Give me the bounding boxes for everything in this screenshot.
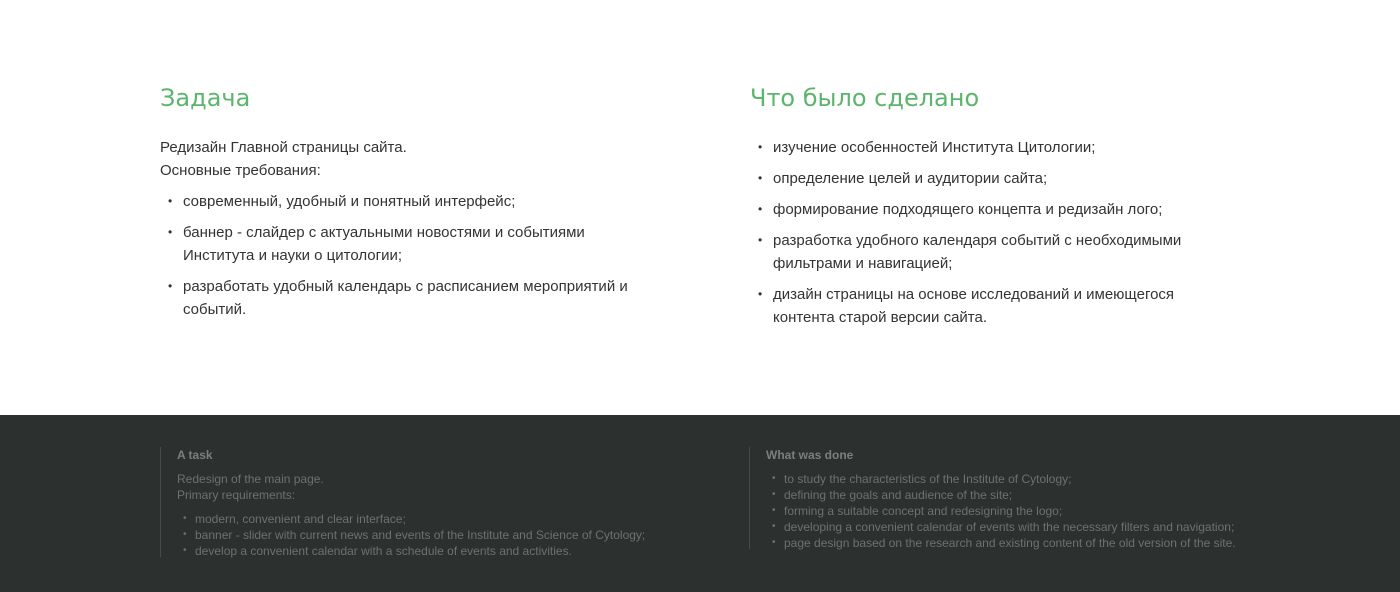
list-item-text: дизайн страницы на основе исследований и имеющегося контента старой версии сайта. bbox=[773, 286, 1175, 326]
task-requirements-list bbox=[160, 190, 660, 321]
list-item bbox=[750, 229, 1218, 275]
bullet-icon: • bbox=[772, 473, 776, 484]
english-done-list bbox=[766, 471, 1326, 551]
list-item-text: разработать удобный календарь с расписанием мероприятий и событий. bbox=[183, 278, 628, 318]
list-item bbox=[750, 136, 1250, 159]
list-item-text: разработка удобного календаря событий с необходимыми фильтрами и навигацией; bbox=[773, 232, 1182, 272]
bullet-icon: • bbox=[168, 225, 173, 239]
task-heading: Задача bbox=[160, 84, 251, 112]
list-item bbox=[766, 487, 1326, 503]
list-item-text: определение целей и аудитории сайта; bbox=[773, 170, 1048, 187]
english-done-title: What was done bbox=[766, 448, 854, 462]
task-intro-line2: Основные требования: bbox=[160, 162, 321, 179]
bullet-icon: • bbox=[772, 537, 776, 548]
list-item bbox=[766, 471, 1326, 487]
bullet-icon: • bbox=[183, 529, 187, 540]
list-item-text: developing a convenient calendar of events with the necessary filters and navigation; bbox=[784, 520, 1235, 534]
bullet-icon: • bbox=[758, 287, 763, 301]
list-item bbox=[766, 535, 1326, 551]
english-task-intro-line1: Redesign of the main page. bbox=[177, 472, 324, 486]
list-item bbox=[766, 503, 1326, 519]
english-task-intro bbox=[177, 471, 737, 503]
task-column bbox=[160, 82, 660, 329]
bullet-icon: • bbox=[183, 545, 187, 556]
task-intro bbox=[160, 136, 660, 182]
list-item-text: to study the characteristics of the Institute of Cytology; bbox=[784, 472, 1072, 486]
list-item-text: develop a convenient calendar with a schedule of events and activities. bbox=[195, 544, 572, 558]
task-intro-line1: Редизайн Главной страницы сайта. bbox=[160, 139, 407, 156]
done-heading: Что было сделано bbox=[750, 84, 980, 112]
bullet-icon: • bbox=[772, 505, 776, 516]
list-item bbox=[160, 275, 653, 321]
bullet-icon: • bbox=[168, 279, 173, 293]
english-task-column bbox=[160, 447, 737, 557]
english-done-column bbox=[749, 447, 1326, 549]
bullet-icon: • bbox=[758, 233, 763, 247]
bullet-icon: • bbox=[168, 194, 173, 208]
english-section bbox=[0, 415, 1400, 592]
list-item bbox=[177, 511, 737, 527]
list-item bbox=[177, 527, 737, 543]
bullet-icon: • bbox=[758, 202, 763, 216]
english-task-title: A task bbox=[177, 448, 213, 462]
list-item-text: изучение особенностей Института Цитологии; bbox=[773, 139, 1096, 156]
list-item-text: page design based on the research and existing content of the old version of the site. bbox=[784, 536, 1236, 550]
list-item bbox=[750, 167, 1250, 190]
list-item-text: современный, удобный и понятный интерфейс; bbox=[183, 193, 516, 210]
list-item bbox=[750, 283, 1218, 329]
list-item bbox=[160, 190, 660, 213]
list-item-text: modern, convenient and clear interface; bbox=[195, 512, 406, 526]
list-item-text: forming a suitable concept and redesigning the logo; bbox=[784, 504, 1063, 518]
bullet-icon: • bbox=[772, 521, 776, 532]
english-task-intro-line2: Primary requirements: bbox=[177, 488, 296, 502]
list-item bbox=[750, 198, 1250, 221]
list-item bbox=[766, 519, 1326, 535]
list-item bbox=[160, 221, 628, 267]
bullet-icon: • bbox=[772, 489, 776, 500]
bullet-icon: • bbox=[758, 171, 763, 185]
bullet-icon: • bbox=[183, 513, 187, 524]
done-column bbox=[750, 82, 1250, 337]
list-item-text: баннер - слайдер с актуальными новостями и событиями Института и науки о цитологии; bbox=[183, 224, 585, 264]
list-item-text: banner - slider with current news and events of the Institute and Science of Cytology; bbox=[195, 528, 646, 542]
list-item-text: defining the goals and audience of the site; bbox=[784, 488, 1013, 502]
english-task-list bbox=[177, 511, 737, 559]
list-item-text: формирование подходящего концепта и редизайн лого; bbox=[773, 201, 1163, 218]
done-list bbox=[750, 136, 1250, 329]
list-item bbox=[177, 543, 737, 559]
bullet-icon: • bbox=[758, 140, 763, 154]
